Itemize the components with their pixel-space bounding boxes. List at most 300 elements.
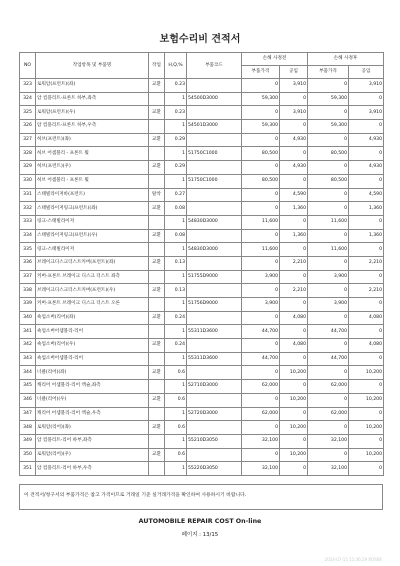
- cell-no: 329: [20, 161, 36, 175]
- cell-item: 암 컴플리트-리어 하부,좌측: [36, 434, 149, 448]
- cell-part-code: 54830D3000: [187, 243, 242, 257]
- cell-labor-before: 0: [280, 325, 308, 339]
- cell-no: 337: [20, 270, 36, 284]
- cell-labor-before: 0: [280, 462, 308, 476]
- table-row: [20, 215, 384, 229]
- cell-work: [149, 380, 165, 394]
- cell-parts-price-after: 0: [308, 256, 349, 270]
- cell-hq: 0.08: [165, 202, 187, 216]
- cell-item: 링크-스태빌라이저: [36, 243, 149, 257]
- cell-item: 커버-프론트 브레이크 디스크 더스트 오른: [36, 298, 149, 312]
- table-row: [20, 325, 384, 339]
- cell-part-code: [187, 284, 242, 298]
- cell-parts-price-after: 59,300: [308, 92, 349, 106]
- cell-parts-price-after: 62,000: [308, 380, 349, 394]
- table-row: [20, 270, 384, 284]
- cell-labor-before: 0: [280, 92, 308, 106]
- cell-labor-after: 0: [349, 147, 384, 161]
- cell-labor-after: 0: [349, 270, 384, 284]
- cell-part-code: 51750C1000: [187, 147, 242, 161]
- cell-parts-price-before: 0: [242, 202, 280, 216]
- cell-labor-before: 4,930: [280, 161, 308, 175]
- cell-parts-price-after: 0: [308, 448, 349, 462]
- cell-part-code: 54830D3000: [187, 215, 242, 229]
- cell-work: 교환: [149, 311, 165, 325]
- cell-hq: 1: [165, 407, 187, 421]
- table-row: [20, 434, 384, 448]
- cell-no: 338: [20, 284, 36, 298]
- cell-work: [149, 352, 165, 366]
- cell-hq: 0.24: [165, 339, 187, 353]
- cell-work: [149, 462, 165, 476]
- cell-parts-price-before: 32,100: [242, 434, 280, 448]
- cell-labor-before: 2,210: [280, 284, 308, 298]
- cell-parts-price-before: 11,600: [242, 243, 280, 257]
- cell-labor-before: 0: [280, 380, 308, 394]
- cell-work: 교환: [149, 133, 165, 147]
- cell-hq: 0.6: [165, 393, 187, 407]
- cell-part-code: 52720D3000: [187, 407, 242, 421]
- table-row: [20, 79, 384, 93]
- table-row: [20, 161, 384, 175]
- cell-part-code: 55311D3600: [187, 325, 242, 339]
- table-row: [20, 352, 384, 366]
- cell-parts-price-after: 0: [308, 229, 349, 243]
- cell-parts-price-before: 0: [242, 311, 280, 325]
- cell-no: 330: [20, 174, 36, 188]
- cell-labor-before: 0: [280, 270, 308, 284]
- cell-part-code: [187, 106, 242, 120]
- cell-parts-price-after: 44,700: [308, 325, 349, 339]
- cell-parts-price-after: 0: [308, 79, 349, 93]
- cell-hq: 0.13: [165, 284, 187, 298]
- table-row: [20, 106, 384, 120]
- cell-parts-price-after: 0: [308, 393, 349, 407]
- cell-part-code: 55220D3050: [187, 462, 242, 476]
- cell-parts-price-before: 0: [242, 393, 280, 407]
- cell-labor-before: 0: [280, 407, 308, 421]
- cell-parts-price-after: 3,900: [308, 270, 349, 284]
- table-row: [20, 256, 384, 270]
- cell-labor-before: 4,080: [280, 311, 308, 325]
- cell-hq: 1: [165, 92, 187, 106]
- cell-labor-after: 0: [349, 462, 384, 476]
- cell-parts-price-before: 0: [242, 106, 280, 120]
- table-row: [20, 366, 384, 380]
- header-after-group: 손해 사정후: [308, 53, 384, 66]
- cell-labor-before: 0: [280, 120, 308, 134]
- table-row: [20, 462, 384, 476]
- cell-hq: 1: [165, 380, 187, 394]
- cell-parts-price-after: 80,500: [308, 147, 349, 161]
- table-row: [20, 174, 384, 188]
- table-row: [20, 393, 384, 407]
- cell-labor-before: 1,360: [280, 229, 308, 243]
- cell-parts-price-before: 11,600: [242, 215, 280, 229]
- cell-work: [149, 147, 165, 161]
- cell-item: 브레이크디스크더스트커버(프런트)(우): [36, 284, 149, 298]
- cell-part-code: [187, 421, 242, 435]
- cell-part-code: [187, 448, 242, 462]
- cell-hq: 1: [165, 243, 187, 257]
- print-timestamp-watermark: 2024-07-15 11:36:29 ROSEK: [324, 557, 382, 562]
- table-row: [20, 120, 384, 134]
- cell-parts-price-after: 3,900: [308, 298, 349, 312]
- cell-item: 로워암(프런트)(우): [36, 106, 149, 120]
- table-row: [20, 243, 384, 257]
- cell-hq: 1: [165, 462, 187, 476]
- cell-part-code: [187, 393, 242, 407]
- cell-labor-after: 4,080: [349, 311, 384, 325]
- cell-no: 343: [20, 352, 36, 366]
- cell-work: [149, 92, 165, 106]
- cell-labor-before: 1,360: [280, 202, 308, 216]
- cell-hq: 1: [165, 174, 187, 188]
- cell-no: 342: [20, 339, 36, 353]
- cell-item: 캐리어 어셈블리-리어 액슬,좌측: [36, 380, 149, 394]
- cell-parts-price-after: 0: [308, 311, 349, 325]
- cell-part-code: [187, 161, 242, 175]
- cell-part-code: [187, 229, 242, 243]
- cell-no: 331: [20, 188, 36, 202]
- cell-labor-after: 3,910: [349, 106, 384, 120]
- cell-labor-before: 0: [280, 352, 308, 366]
- cell-labor-after: 0: [349, 174, 384, 188]
- cell-item: 로워암(리어)(우): [36, 448, 149, 462]
- cell-part-code: [187, 79, 242, 93]
- cell-part-code: [187, 366, 242, 380]
- cell-no: 332: [20, 202, 36, 216]
- cell-no: 325: [20, 106, 36, 120]
- cell-labor-before: 10,200: [280, 421, 308, 435]
- cell-no: 323: [20, 79, 36, 93]
- cell-labor-after: 0: [349, 243, 384, 257]
- cell-part-code: [187, 311, 242, 325]
- cell-item: 너클(리어)(우): [36, 393, 149, 407]
- cell-hq: 0.27: [165, 188, 187, 202]
- cell-labor-after: 1,360: [349, 229, 384, 243]
- cell-parts-price-before: 0: [242, 366, 280, 380]
- table-row: [20, 92, 384, 106]
- cell-labor-after: 4,930: [349, 133, 384, 147]
- cell-labor-before: 10,200: [280, 448, 308, 462]
- cell-part-code: 51756D9000: [187, 298, 242, 312]
- cell-item: 캐리어 어셈블리-리어 액슬,우측: [36, 407, 149, 421]
- cell-work: 교환: [149, 106, 165, 120]
- cell-item: 로워암(프런트)(좌): [36, 79, 149, 93]
- cell-item: 커버-프론트 브레이크 디스크 더스트 좌측: [36, 270, 149, 284]
- cell-no: 339: [20, 298, 36, 312]
- cell-parts-price-before: 44,700: [242, 325, 280, 339]
- cell-part-code: 54500D3000: [187, 92, 242, 106]
- cell-labor-before: 4,080: [280, 339, 308, 353]
- cell-work: 교환: [149, 393, 165, 407]
- cell-parts-price-before: 32,100: [242, 462, 280, 476]
- cell-work: 교환: [149, 421, 165, 435]
- cell-parts-price-after: 0: [308, 366, 349, 380]
- cell-labor-before: 10,200: [280, 366, 308, 380]
- cell-labor-after: 2,210: [349, 284, 384, 298]
- cell-hq: 0.6: [165, 421, 187, 435]
- cell-work: 교환: [149, 202, 165, 216]
- header-work: 작업: [149, 53, 165, 79]
- cell-labor-before: 4,590: [280, 188, 308, 202]
- cell-labor-after: 0: [349, 352, 384, 366]
- cell-hq: 1: [165, 434, 187, 448]
- table-row: [20, 147, 384, 161]
- cell-work: [149, 215, 165, 229]
- cell-no: 345: [20, 380, 36, 394]
- cell-item: 쇽업소버(리어)(우): [36, 339, 149, 353]
- cell-parts-price-before: 0: [242, 229, 280, 243]
- cell-parts-price-after: 62,000: [308, 407, 349, 421]
- cell-parts-price-before: 0: [242, 161, 280, 175]
- cell-parts-price-after: 11,600: [308, 215, 349, 229]
- cell-parts-price-before: 62,000: [242, 380, 280, 394]
- cell-parts-price-before: 80,500: [242, 147, 280, 161]
- cell-labor-after: 0: [349, 120, 384, 134]
- cell-labor-after: 0: [349, 434, 384, 448]
- cell-parts-price-after: 0: [308, 133, 349, 147]
- cell-labor-after: 10,200: [349, 393, 384, 407]
- header-before-group: 손해 사정전: [242, 53, 308, 66]
- cell-parts-price-after: 32,100: [308, 462, 349, 476]
- cell-no: 324: [20, 92, 36, 106]
- cell-parts-price-before: 59,300: [242, 120, 280, 134]
- cell-parts-price-after: 59,300: [308, 120, 349, 134]
- cell-parts-price-after: 0: [308, 284, 349, 298]
- cell-item: 쇽업소버어셈블리-리어: [36, 325, 149, 339]
- cell-item: 쇽업소버어셈블리-리어: [36, 352, 149, 366]
- cell-item: 암 컴플리트-리어 하부,우측: [36, 462, 149, 476]
- header-item: 작업항목 및 부품명: [36, 53, 149, 79]
- cell-labor-before: 0: [280, 243, 308, 257]
- cell-work: [149, 174, 165, 188]
- page-number: 페이지 : 13/15: [181, 532, 219, 538]
- cell-work: 교환: [149, 256, 165, 270]
- cell-labor-before: 0: [280, 434, 308, 448]
- cell-no: 349: [20, 434, 36, 448]
- cell-no: 335: [20, 243, 36, 257]
- table-row: [20, 298, 384, 312]
- table-row: [20, 448, 384, 462]
- cell-part-code: 55311D3600: [187, 352, 242, 366]
- cell-labor-after: 4,930: [349, 161, 384, 175]
- cell-labor-after: 10,200: [349, 421, 384, 435]
- footer-title: AUTOMOBILE REPAIR COST On-line: [138, 518, 262, 525]
- cell-work: 교환: [149, 284, 165, 298]
- cell-labor-after: 1,360: [349, 202, 384, 216]
- cell-parts-price-after: 0: [308, 202, 349, 216]
- cell-part-code: [187, 256, 242, 270]
- cell-item: 허브 어셈블리 - 프론트 휠: [36, 147, 149, 161]
- document-title: 보험수리비 견적서: [159, 34, 241, 45]
- cell-hq: 1: [165, 215, 187, 229]
- cell-hq: 0.08: [165, 229, 187, 243]
- cell-work: 교환: [149, 161, 165, 175]
- cell-work: 교환: [149, 229, 165, 243]
- table-row: [20, 380, 384, 394]
- cell-work: [149, 434, 165, 448]
- header-labor-after: 공임: [349, 66, 384, 79]
- cell-no: 336: [20, 256, 36, 270]
- table-row: [20, 339, 384, 353]
- cell-hq: 1: [165, 325, 187, 339]
- cell-labor-after: 4,080: [349, 339, 384, 353]
- table-row: [20, 229, 384, 243]
- cell-work: 교환: [149, 339, 165, 353]
- cell-parts-price-after: 11,600: [308, 243, 349, 257]
- cell-no: 350: [20, 448, 36, 462]
- cell-no: 344: [20, 366, 36, 380]
- cell-item: 암 컴플리트-프론트 하부,우측: [36, 120, 149, 134]
- cell-parts-price-before: 0: [242, 284, 280, 298]
- cell-hq: 1: [165, 270, 187, 284]
- cell-part-code: [187, 339, 242, 353]
- cell-hq: 1: [165, 298, 187, 312]
- cell-hq: 0.13: [165, 256, 187, 270]
- cell-item: 쇽업소버(리어)(좌): [36, 311, 149, 325]
- cell-labor-after: 3,910: [349, 79, 384, 93]
- cell-item: 스태빌라이저링크(프런트)(좌): [36, 202, 149, 216]
- cell-hq: 1: [165, 120, 187, 134]
- cell-work: 교환: [149, 79, 165, 93]
- cell-labor-after: 4,590: [349, 188, 384, 202]
- table-row: [20, 133, 384, 147]
- cell-work: [149, 298, 165, 312]
- cell-item: 허브 어셈블리 - 프론트 휠: [36, 174, 149, 188]
- cell-item: 링크-스태빌라이저: [36, 215, 149, 229]
- cell-item: 허브(프런트)(좌): [36, 133, 149, 147]
- cell-part-code: 51755D9000: [187, 270, 242, 284]
- cell-labor-after: 0: [349, 92, 384, 106]
- cell-labor-after: 0: [349, 298, 384, 312]
- cell-labor-before: 10,200: [280, 393, 308, 407]
- header-labor-before: 공임: [280, 66, 308, 79]
- cell-labor-after: 0: [349, 407, 384, 421]
- cell-no: 340: [20, 311, 36, 325]
- header-hq: H,Q,%: [165, 53, 187, 79]
- cell-no: 326: [20, 120, 36, 134]
- cell-work: [149, 120, 165, 134]
- cell-work: 탈착: [149, 188, 165, 202]
- cell-hq: 0.29: [165, 161, 187, 175]
- cell-labor-after: 0: [349, 215, 384, 229]
- cell-hq: 0.23: [165, 79, 187, 93]
- cell-parts-price-before: 3,900: [242, 270, 280, 284]
- cell-item: 로워암(리어)(좌): [36, 421, 149, 435]
- cell-item: 스태빌라이저바(프런트): [36, 188, 149, 202]
- cell-labor-after: 0: [349, 380, 384, 394]
- cell-parts-price-after: 32,100: [308, 434, 349, 448]
- cell-part-code: [187, 202, 242, 216]
- cell-no: 334: [20, 229, 36, 243]
- header-parts-price-after: 부품가격: [308, 66, 349, 79]
- header-code: 부품코드: [187, 53, 242, 79]
- cell-parts-price-after: 80,500: [308, 174, 349, 188]
- table-row: [20, 188, 384, 202]
- cell-labor-before: 2,210: [280, 256, 308, 270]
- cell-hq: 0.24: [165, 311, 187, 325]
- cell-parts-price-before: 0: [242, 188, 280, 202]
- cell-work: [149, 270, 165, 284]
- cell-parts-price-after: 0: [308, 421, 349, 435]
- cell-labor-after: 10,200: [349, 448, 384, 462]
- cell-parts-price-before: 0: [242, 339, 280, 353]
- cell-hq: 1: [165, 352, 187, 366]
- table-row: [20, 421, 384, 435]
- cell-work: [149, 325, 165, 339]
- table-row: [20, 407, 384, 421]
- cell-labor-after: 10,200: [349, 366, 384, 380]
- cell-item: 너클(리어)(좌): [36, 366, 149, 380]
- cell-item: 허브(프런트)(우): [36, 161, 149, 175]
- table-row: [20, 284, 384, 298]
- cell-labor-before: 0: [280, 298, 308, 312]
- cell-no: 346: [20, 393, 36, 407]
- cell-part-code: 55210D3050: [187, 434, 242, 448]
- cell-no: 341: [20, 325, 36, 339]
- cell-labor-before: 3,910: [280, 106, 308, 120]
- cell-hq: 1: [165, 147, 187, 161]
- cell-labor-before: 0: [280, 147, 308, 161]
- cell-parts-price-before: 62,000: [242, 407, 280, 421]
- cell-labor-before: 3,910: [280, 79, 308, 93]
- cell-part-code: 52710D3000: [187, 380, 242, 394]
- price-notice: 이 견적서/청구서의 부품가격은 참고 가격이므로 거래일 기준 실거래가격을 확인하여 사용하시기 바랍니다.: [19, 484, 383, 510]
- cell-work: 교환: [149, 448, 165, 462]
- cell-part-code: 51750C1000: [187, 174, 242, 188]
- cell-part-code: 54501D3000: [187, 120, 242, 134]
- cell-item: 스태빌라이저링크(프런트)(우): [36, 229, 149, 243]
- cell-parts-price-before: 3,900: [242, 298, 280, 312]
- cell-hq: 0.6: [165, 448, 187, 462]
- cell-parts-price-before: 80,500: [242, 174, 280, 188]
- cell-no: 347: [20, 407, 36, 421]
- cell-item: 암 컴플리트-프론트 하부,좌측: [36, 92, 149, 106]
- cell-work: 교환: [149, 366, 165, 380]
- cell-parts-price-after: 44,700: [308, 352, 349, 366]
- cell-parts-price-before: 0: [242, 133, 280, 147]
- cell-labor-before: 0: [280, 215, 308, 229]
- table-row: [20, 311, 384, 325]
- header-parts-price-before: 부품가격: [242, 66, 280, 79]
- cell-hq: 0.29: [165, 133, 187, 147]
- cell-part-code: [187, 188, 242, 202]
- cell-parts-price-before: 0: [242, 421, 280, 435]
- cell-parts-price-before: 0: [242, 79, 280, 93]
- cell-no: 328: [20, 147, 36, 161]
- cell-labor-after: 0: [349, 325, 384, 339]
- cell-labor-after: 2,210: [349, 256, 384, 270]
- cell-parts-price-before: 59,300: [242, 92, 280, 106]
- cell-no: 327: [20, 133, 36, 147]
- cell-item: 브레이크디스크더스트커버(프런트)(좌): [36, 256, 149, 270]
- cell-hq: 0.23: [165, 106, 187, 120]
- header-no: NO: [20, 53, 36, 79]
- cell-no: 351: [20, 462, 36, 476]
- cell-parts-price-before: 0: [242, 448, 280, 462]
- estimate-table: [19, 52, 384, 476]
- cell-no: 333: [20, 215, 36, 229]
- cell-parts-price-after: 0: [308, 188, 349, 202]
- cell-parts-price-before: 44,700: [242, 352, 280, 366]
- cell-parts-price-before: 0: [242, 256, 280, 270]
- cell-work: [149, 243, 165, 257]
- cell-no: 348: [20, 421, 36, 435]
- cell-labor-before: 4,930: [280, 133, 308, 147]
- cell-parts-price-after: 0: [308, 339, 349, 353]
